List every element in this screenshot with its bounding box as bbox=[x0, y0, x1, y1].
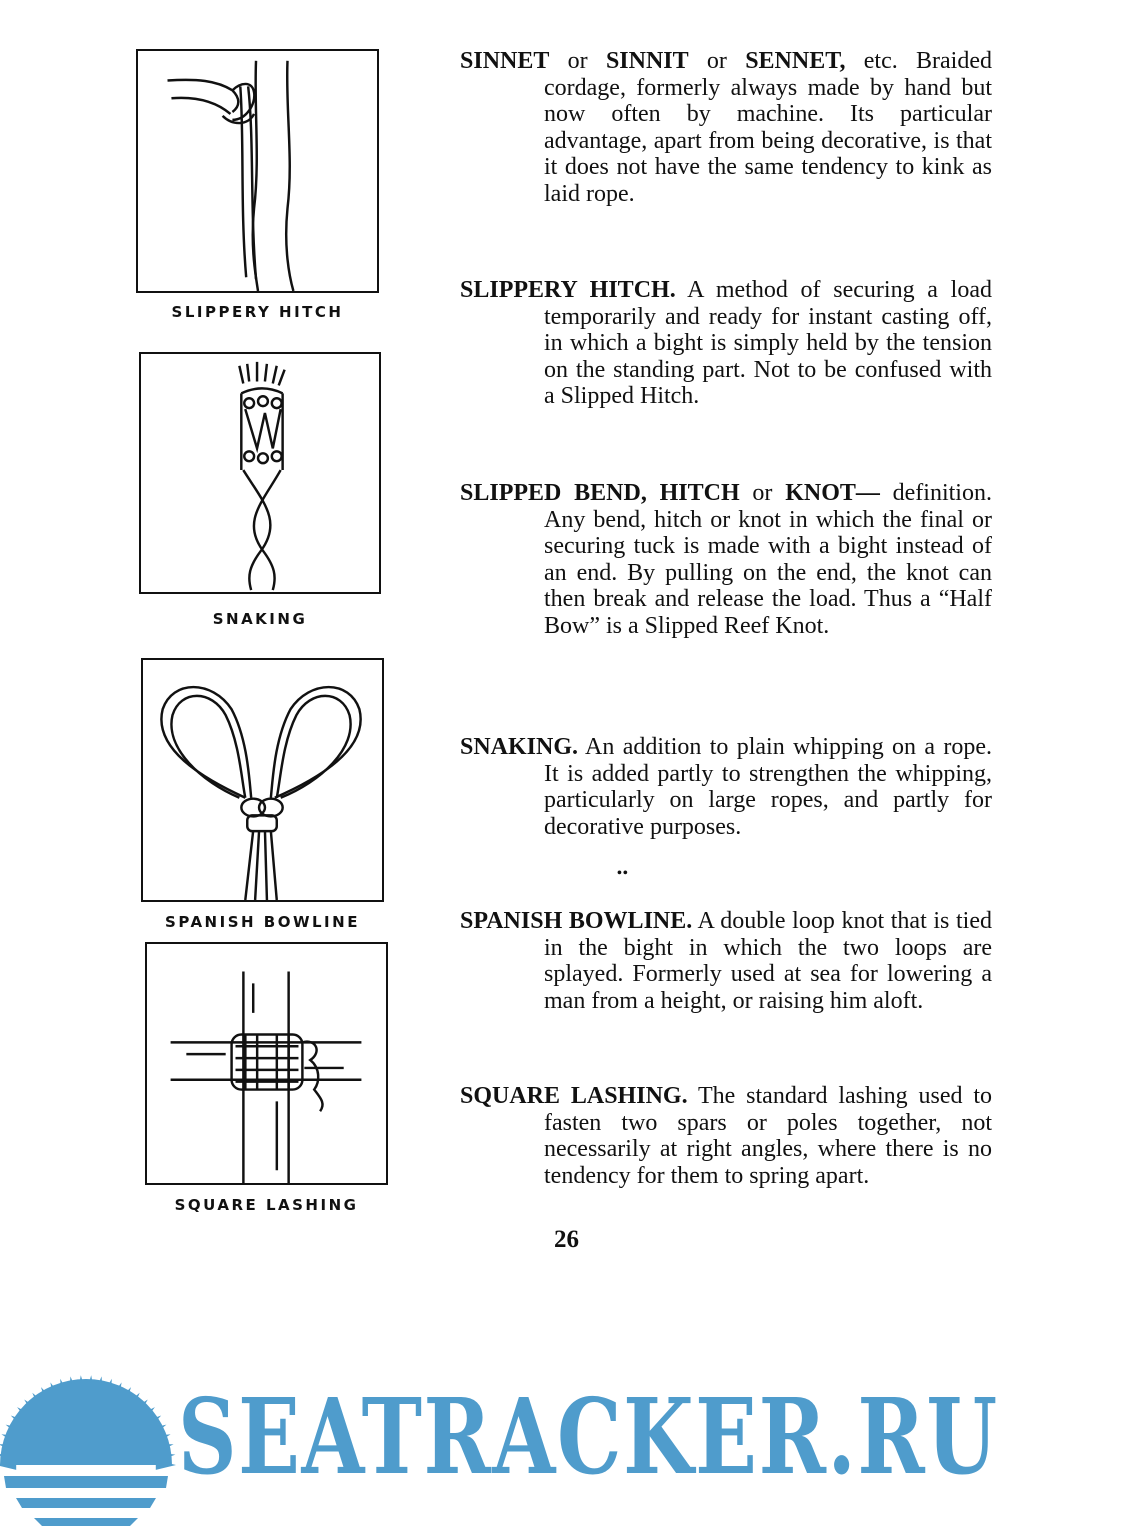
page-number: 26 bbox=[554, 1226, 579, 1253]
figure-spanish-bowline bbox=[141, 658, 384, 902]
spanish-bowline-illustration bbox=[143, 660, 382, 900]
caption-snaking: SNAKING bbox=[212, 610, 308, 628]
sun-burst-icon bbox=[0, 1375, 176, 1526]
caption-square-lashing: SQUARE LASHING bbox=[174, 1196, 359, 1214]
figure-slippery-hitch bbox=[136, 49, 379, 293]
entry-slippery-hitch: SLIPPERY HITCH. A method of securing a load temporarily and ready for instant casting off, in which a bight is simply held by the tension on the standing part. Not to be confused with a Slipped Hitch. bbox=[460, 277, 992, 409]
figure-snaking bbox=[139, 352, 381, 594]
entry-sinnet: SINNET or SINNIT or SENNET, etc. Braided cordage, formerly always made by hand but now often by machine. Its particular advantage, apart from being decorative, is that it does not have the same tendency to kink as laid rope. bbox=[460, 48, 992, 207]
stray-mark: •• bbox=[617, 866, 629, 881]
entry-slipped-bend-hitch-knot: SLIPPED BEND, HITCH or KNOT— definition. Any bend, hitch or knot in which the final or securing tuck is made with a bight instead of an end. By pulling on the end, the knot can then break and release the load. Thus a “Half Bow” is a Slipped Reef Knot. bbox=[460, 480, 992, 639]
entry-spanish-bowline: SPANISH BOWLINE. A double loop knot that is tied in the bight in which the two loops are splayed. Formerly used at sea for lowering a man from a height, or raising him aloft. bbox=[460, 908, 993, 1014]
watermark-text: SEATRACKER.RU bbox=[178, 1375, 999, 1498]
snaking-illustration bbox=[141, 354, 379, 592]
figure-square-lashing bbox=[145, 942, 388, 1185]
slippery-hitch-illustration bbox=[138, 51, 377, 291]
caption-slippery-hitch: SLIPPERY HITCH bbox=[171, 303, 344, 321]
caption-spanish-bowline: SPANISH BOWLINE bbox=[165, 913, 360, 931]
square-lashing-illustration bbox=[147, 944, 386, 1183]
entry-square-lashing: SQUARE LASHING. The standard lashing used to fasten two spars or poles together, not necessarily at right angles, where there is no tendency for them to spring apart. bbox=[460, 1083, 993, 1189]
entry-snaking: SNAKING. An addition to plain whipping on a rope. It is added partly to strengthen the whipping, particularly on large ropes, and partly for decorative purposes. bbox=[460, 734, 992, 840]
